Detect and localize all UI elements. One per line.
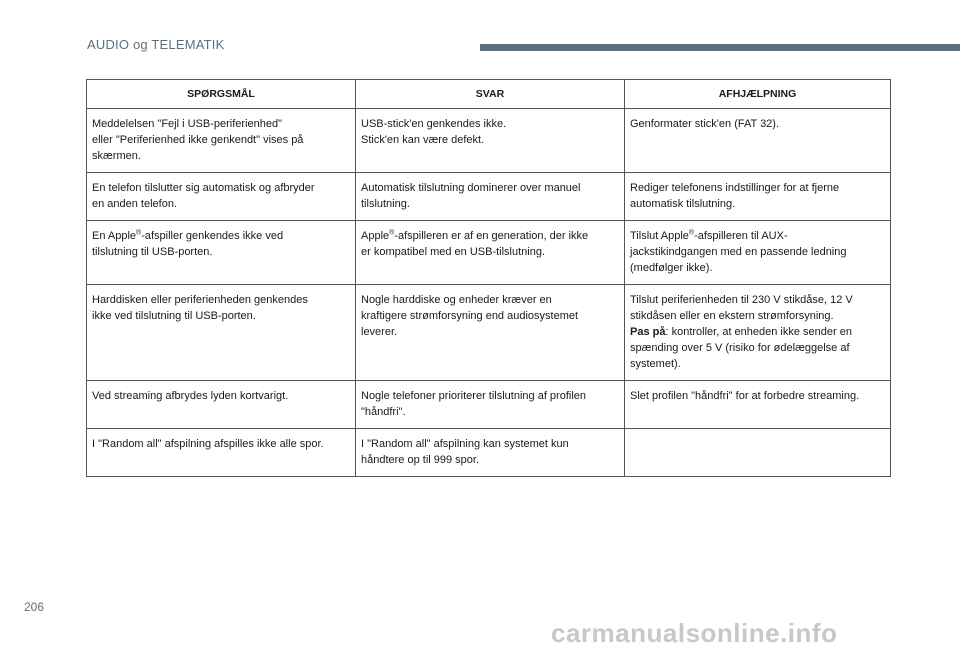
cell-line: tilslutning til USB-porten. xyxy=(92,246,213,258)
cell-line: Harddisken eller periferienheden genkendes xyxy=(92,294,308,306)
solution-cell xyxy=(625,285,891,381)
table-header-row xyxy=(87,80,891,109)
cell-line: spænding over 5 V (risiko for ødelæggelse af xyxy=(630,342,850,354)
cell-line: systemet). xyxy=(630,358,681,370)
solution-cell xyxy=(625,109,891,173)
watermark: carmanualsonline.info xyxy=(551,618,838,648)
cell-line: håndtere op til 999 spor. xyxy=(361,454,480,466)
cell-line xyxy=(630,228,884,244)
cell-line: En telefon tilslutter sig automatisk og afbryder xyxy=(92,182,315,194)
cell-line: skærmen. xyxy=(92,150,141,162)
cell-line: USB-stick'en genkendes ikke. xyxy=(361,118,507,130)
page-number: 206 xyxy=(24,600,45,614)
cell-line: kraftigere strømforsyning end audiosystemet xyxy=(361,310,579,322)
question-cell xyxy=(87,173,356,221)
question-cell xyxy=(87,429,356,477)
answer-cell xyxy=(356,381,625,429)
text-fragment: -afspiller genkendes ikke ved xyxy=(141,230,284,242)
table-row xyxy=(87,285,891,381)
warning-label: Pas på xyxy=(630,326,666,338)
cell-line: "håndfri". xyxy=(361,406,406,418)
text-fragment: Apple xyxy=(361,230,390,242)
cell-line: Meddelelsen "Fejl i USB-periferienhed" xyxy=(92,118,283,130)
text-fragment: Tilslut Apple xyxy=(630,230,689,242)
cell-line: en anden telefon. xyxy=(92,198,178,210)
cell-line: I "Random all" afspilning kan systemet kun xyxy=(361,438,569,450)
solution-cell xyxy=(625,221,891,285)
answer-cell xyxy=(356,221,625,285)
table-row xyxy=(87,173,891,221)
cell-line: Rediger telefonens indstillinger for at fjerne xyxy=(630,182,840,194)
solution-cell xyxy=(625,381,891,429)
column-header-solution: AFHJÆLPNING xyxy=(625,80,891,109)
cell-line: tilslutning. xyxy=(361,198,410,210)
table-row xyxy=(87,381,891,429)
question-cell xyxy=(87,109,356,173)
cell-line: automatisk tilslutning. xyxy=(630,198,736,210)
text-fragment: En Apple xyxy=(92,230,137,242)
cell-line: Ved streaming afbrydes lyden kortvarigt. xyxy=(92,390,289,402)
faq-table xyxy=(86,79,891,477)
registered-mark: ® xyxy=(136,229,142,237)
cell-line: Automatisk tilslutning dominerer over manuel xyxy=(361,182,581,194)
cell-line xyxy=(630,324,884,340)
column-header-question: SPØRGSMÅL xyxy=(87,80,356,109)
column-header-answer: SVAR xyxy=(356,80,625,109)
cell-line: Genformater stick'en (FAT 32). xyxy=(630,118,780,130)
cell-line: Nogle telefoner prioriterer tilslutning af profilen xyxy=(361,390,587,402)
question-cell xyxy=(87,285,356,381)
answer-cell xyxy=(356,173,625,221)
section-title: AUDIO og TELEMATIK xyxy=(87,37,225,52)
text-fragment: -afspilleren til AUX- xyxy=(694,230,788,242)
answer-cell xyxy=(356,285,625,381)
registered-mark: ® xyxy=(389,229,395,237)
answer-cell xyxy=(356,109,625,173)
cell-line: Stick'en kan være defekt. xyxy=(361,134,485,146)
cell-line: Slet profilen "håndfri" for at forbedre streaming. xyxy=(630,390,860,402)
cell-line: jackstikindgangen med en passende ledning xyxy=(630,246,847,258)
cell-line: stikdåsen eller en ekstern strømforsyning. xyxy=(630,310,834,322)
answer-cell xyxy=(356,429,625,477)
cell-line: I "Random all" afspilning afspilles ikke alle spor. xyxy=(92,438,324,450)
cell-line: ikke ved tilslutning til USB-porten. xyxy=(92,310,256,322)
table-row xyxy=(87,109,891,173)
cell-line xyxy=(361,228,618,244)
text-fragment: -afspilleren er af en generation, der ikke xyxy=(394,230,589,242)
table-row xyxy=(87,221,891,285)
table-row xyxy=(87,429,891,477)
text-fragment: : kontroller, at enheden ikke sender en xyxy=(665,326,852,338)
registered-mark: ® xyxy=(688,229,695,237)
solution-cell xyxy=(625,429,891,477)
cell-line: leverer. xyxy=(361,326,398,338)
question-cell xyxy=(87,381,356,429)
cell-line: Nogle harddiske og enheder kræver en xyxy=(361,294,552,306)
cell-line: Tilslut periferienheden til 230 V stikdåse, 12 V xyxy=(630,294,853,306)
cell-line: eller "Periferienhed ikke genkendt" vises på xyxy=(92,134,304,146)
cell-line xyxy=(92,228,349,244)
cell-line: (medfølger ikke). xyxy=(630,262,713,274)
cell-line: er kompatibel med en USB-tilslutning. xyxy=(361,246,546,258)
header-accent-bar xyxy=(480,44,960,51)
question-cell xyxy=(87,221,356,285)
solution-cell xyxy=(625,173,891,221)
